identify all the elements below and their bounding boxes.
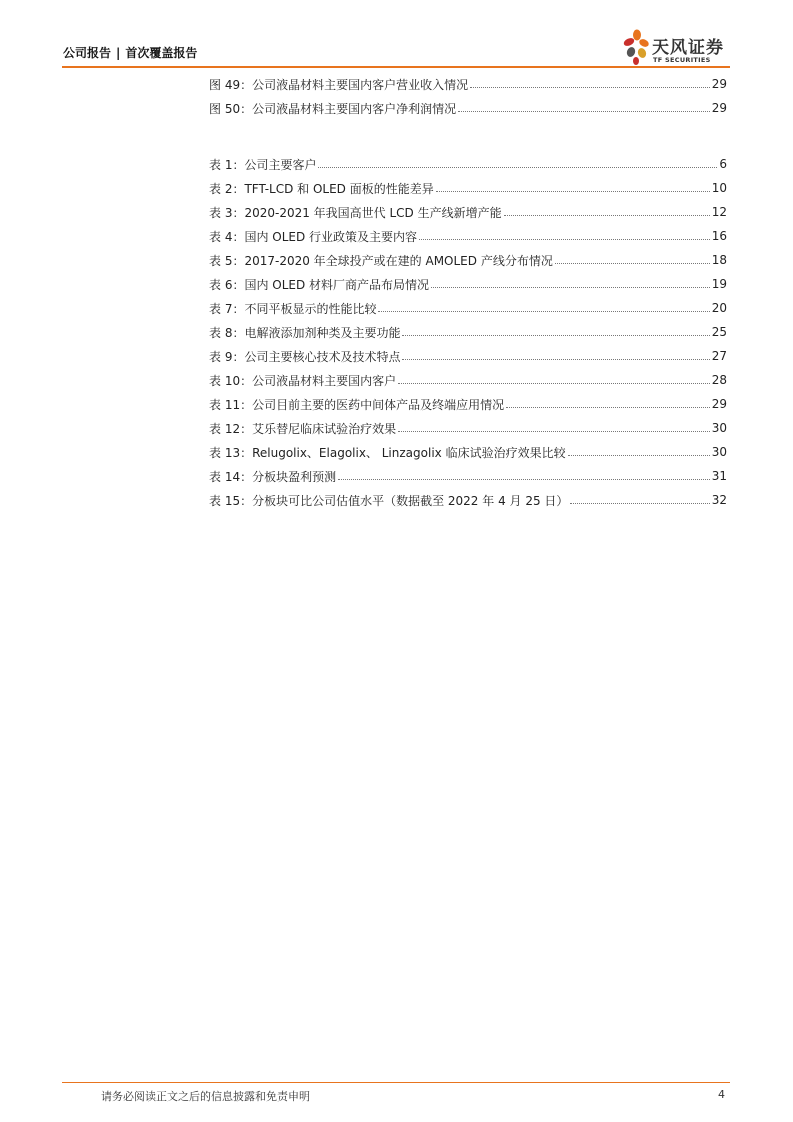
toc-entry-page: 10: [711, 181, 727, 195]
toc-entry-label: 表 2：TFT-LCD 和 OLED 面板的性能差异: [209, 181, 434, 196]
dot-leader: [398, 431, 710, 432]
toc-entry-page: 29: [711, 77, 727, 91]
footer-divider: [62, 1082, 730, 1083]
toc-entry-label: 表 15：分板块可比公司估值水平（数据截至 2022 年 4 月 25 日）: [209, 493, 569, 508]
toc-entry[interactable]: [209, 320, 727, 344]
toc-entry-page: 29: [711, 101, 727, 115]
table-list: [209, 152, 727, 512]
dot-leader: [570, 503, 709, 504]
toc-entry[interactable]: [209, 344, 727, 368]
toc-entry-page: 29: [711, 397, 727, 411]
toc-entry-page: 28: [711, 373, 727, 387]
toc-entry[interactable]: [209, 416, 727, 440]
dot-leader: [378, 311, 709, 312]
tf-securities-logo: [622, 26, 734, 70]
toc-entry-label: 表 8：电解液添加剂种类及主要功能: [209, 325, 401, 340]
dot-leader: [402, 335, 709, 336]
dot-leader: [555, 263, 710, 264]
toc-entry[interactable]: [209, 96, 727, 120]
logo-english-name: TF SECURITIES: [653, 56, 711, 64]
toc-entry[interactable]: [209, 200, 727, 224]
dot-leader: [458, 111, 710, 112]
toc-entry[interactable]: [209, 368, 727, 392]
toc-entry-page: 18: [711, 253, 727, 267]
toc-entry[interactable]: [209, 152, 727, 176]
toc-entry-label: 表 7：不同平板显示的性能比较: [209, 301, 377, 316]
toc-entry[interactable]: [209, 272, 727, 296]
toc-entry-page: 30: [711, 445, 727, 459]
toc-entry-page: 6: [719, 157, 727, 171]
dot-leader: [402, 359, 709, 360]
report-category: 公司报告: [63, 46, 112, 60]
toc-entry-label: 表 5：2017-2020 年全球投产或在建的 AMOLED 产线分布情况: [209, 253, 553, 268]
dot-leader: [506, 407, 710, 408]
dot-leader: [470, 87, 710, 88]
header-separator: |: [116, 46, 121, 60]
dot-leader: [431, 287, 710, 288]
toc-entry-page: 30: [711, 421, 727, 435]
dot-leader: [338, 479, 710, 480]
report-subtype: 首次覆盖报告: [125, 46, 198, 60]
report-type-header: [63, 44, 197, 61]
dot-leader: [398, 383, 710, 384]
toc-entry[interactable]: [209, 392, 727, 416]
toc-entry-label: 表 12：艾乐替尼临床试验治疗效果: [209, 421, 397, 436]
toc-entry-page: 27: [711, 349, 727, 363]
toc-entry-page: 16: [711, 229, 727, 243]
toc-entry[interactable]: [209, 224, 727, 248]
toc-entry[interactable]: [209, 464, 727, 488]
toc-entry-page: 31: [711, 469, 727, 483]
dot-leader: [568, 455, 710, 456]
dot-leader: [318, 167, 717, 168]
toc-entry-label: 表 1：公司主要客户: [209, 157, 317, 172]
toc-entry[interactable]: [209, 72, 727, 96]
toc-entry[interactable]: [209, 488, 727, 512]
toc-entry-label: 表 6：国内 OLED 材料厂商产品布局情况: [209, 277, 430, 292]
logo-chinese-name: 天风证券: [652, 38, 724, 58]
toc-entry-label: 表 11：公司目前主要的医药中间体产品及终端应用情况: [209, 397, 505, 412]
toc-entry-page: 25: [711, 325, 727, 339]
toc-entry-label: 表 13：Relugolix、Elagolix、 Linzagolix 临床试验治疗效果比较: [209, 445, 566, 460]
toc-entry-label: 图 50：公司液晶材料主要国内客户净利润情况: [209, 101, 457, 116]
toc-entry-page: 19: [711, 277, 727, 291]
toc-entry-label: 表 10：公司液晶材料主要国内客户: [209, 373, 397, 388]
toc-entry[interactable]: [209, 440, 727, 464]
toc-entry-page: 12: [711, 205, 727, 219]
toc-entry[interactable]: [209, 296, 727, 320]
figure-list: [209, 72, 727, 120]
toc-entry-label: 表 3：2020-2021 年我国高世代 LCD 生产线新增产能: [209, 205, 502, 220]
dot-leader: [436, 191, 710, 192]
toc-entry-label: 图 49：公司液晶材料主要国内客户营业收入情况: [209, 77, 469, 92]
toc-entry-label: 表 4：国内 OLED 行业政策及主要内容: [209, 229, 418, 244]
logo-petals-icon: [622, 26, 652, 70]
page-number: 4: [718, 1088, 725, 1101]
toc-entry[interactable]: [209, 248, 727, 272]
dot-leader: [419, 239, 710, 240]
toc-entry-label: 表 9：公司主要核心技术及技术特点: [209, 349, 401, 364]
toc-entry-page: 32: [711, 493, 727, 507]
toc-entry-page: 20: [711, 301, 727, 315]
header-divider: [62, 66, 730, 68]
toc-entry[interactable]: [209, 176, 727, 200]
footer-disclaimer: 请务必阅读正文之后的信息披露和免责申明: [101, 1090, 310, 1103]
dot-leader: [504, 215, 710, 216]
toc-entry-label: 表 14：分板块盈利预测: [209, 469, 337, 484]
